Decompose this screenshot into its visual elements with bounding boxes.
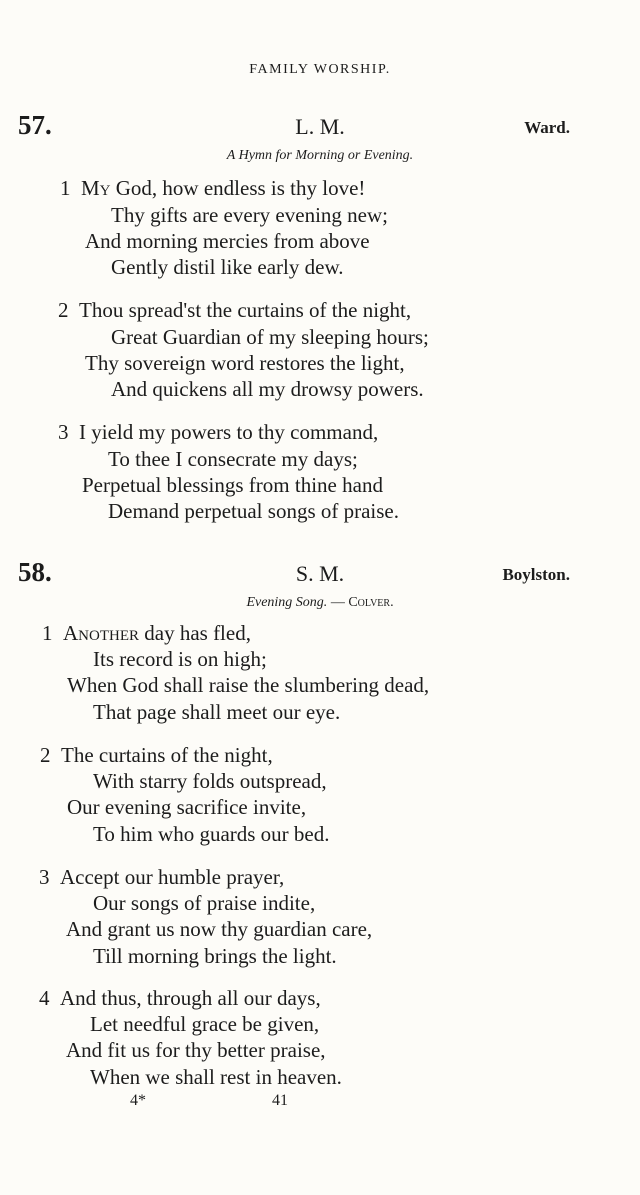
verse-line [40, 743, 273, 768]
verse-line: Thy sovereign word restores the light, [85, 351, 405, 375]
verse-line: Its record is on high; [93, 647, 267, 671]
verse-line: Till morning brings the light. [93, 944, 337, 968]
verse-line: And morning mercies from above [85, 229, 370, 253]
verse-line: Let needful grace be given, [90, 1012, 320, 1036]
verse-line: To thee I consecrate my days; [108, 447, 358, 471]
verse-number: 3 [39, 865, 50, 889]
hymn-number: 58. [18, 557, 52, 587]
hymn-meter: S. M. [295, 561, 345, 586]
hymn-number: 57. [18, 110, 52, 140]
hymn-subtitle-title: Evening Song. [246, 595, 328, 610]
verse-line: Demand perpetual songs of praise. [108, 499, 399, 523]
verse-line: Thy gifts are every evening new; [111, 203, 388, 227]
verse-line: When God shall raise the slumbering dead, [67, 673, 430, 697]
verse-line [39, 865, 284, 890]
line-text: And thus, through all our days, [60, 986, 321, 1010]
verse-line: Our songs of praise indite, [93, 891, 316, 915]
verse-line: And quickens all my drowsy powers. [111, 377, 424, 401]
verse-line: Perpetual blessings from thine hand [82, 473, 383, 497]
hymn-tune: Boylston. [502, 565, 570, 584]
verse-number: 4 [39, 986, 50, 1010]
hymn-57-header [0, 110, 640, 142]
line-text: Accept our humble prayer, [60, 865, 285, 889]
verse-line: When we shall rest in heaven. [90, 1065, 342, 1089]
verse-line: Gently distil like early dew. [111, 255, 344, 279]
verse-line: And grant us now thy guardian care, [66, 917, 373, 941]
verse-line: With starry folds outspread, [93, 769, 327, 793]
verse-number: 2 [58, 298, 69, 322]
line-text: I yield my powers to thy command, [79, 420, 379, 444]
line-text: Thou spread'st the curtains of the night, [79, 298, 412, 322]
verse-line: Our evening sacrifice invite, [67, 795, 307, 819]
subtitle-separator: — [327, 595, 349, 610]
verse-line [58, 298, 411, 323]
drop-cap-word: Another [63, 621, 139, 645]
hymn-author: Colver. [348, 595, 394, 610]
hymn-subtitle [0, 595, 640, 611]
page-number: 41 [272, 1092, 288, 1109]
verse-number: 1 [60, 176, 71, 200]
hymn-58-header [0, 557, 640, 589]
verse-line [60, 176, 365, 201]
line-text: The curtains of the night, [61, 743, 273, 767]
verse-line: And fit us for thy better praise, [66, 1038, 326, 1062]
signature-mark: 4* [130, 1092, 146, 1109]
verse-line: Great Guardian of my sleeping hours; [111, 325, 429, 349]
verse-line [42, 621, 251, 646]
verse-line [58, 420, 378, 445]
drop-cap-word: My [81, 176, 111, 200]
hymn-meter: L. M. [295, 114, 345, 139]
verse-number: 1 [42, 621, 53, 645]
line-text: day has fled, [139, 621, 251, 645]
verse-number: 3 [58, 420, 69, 444]
running-head: FAMILY WORSHIP. [249, 62, 391, 77]
verse-line: That page shall meet our eye. [93, 700, 341, 724]
hymn-tune: Ward. [524, 118, 570, 137]
verse-number: 2 [40, 743, 51, 767]
verse-line [39, 986, 321, 1011]
verse-line: To him who guards our bed. [93, 822, 330, 846]
line-text: God, how endless is thy love! [110, 176, 366, 200]
hymn-subtitle: A Hymn for Morning or Evening. [226, 148, 414, 163]
